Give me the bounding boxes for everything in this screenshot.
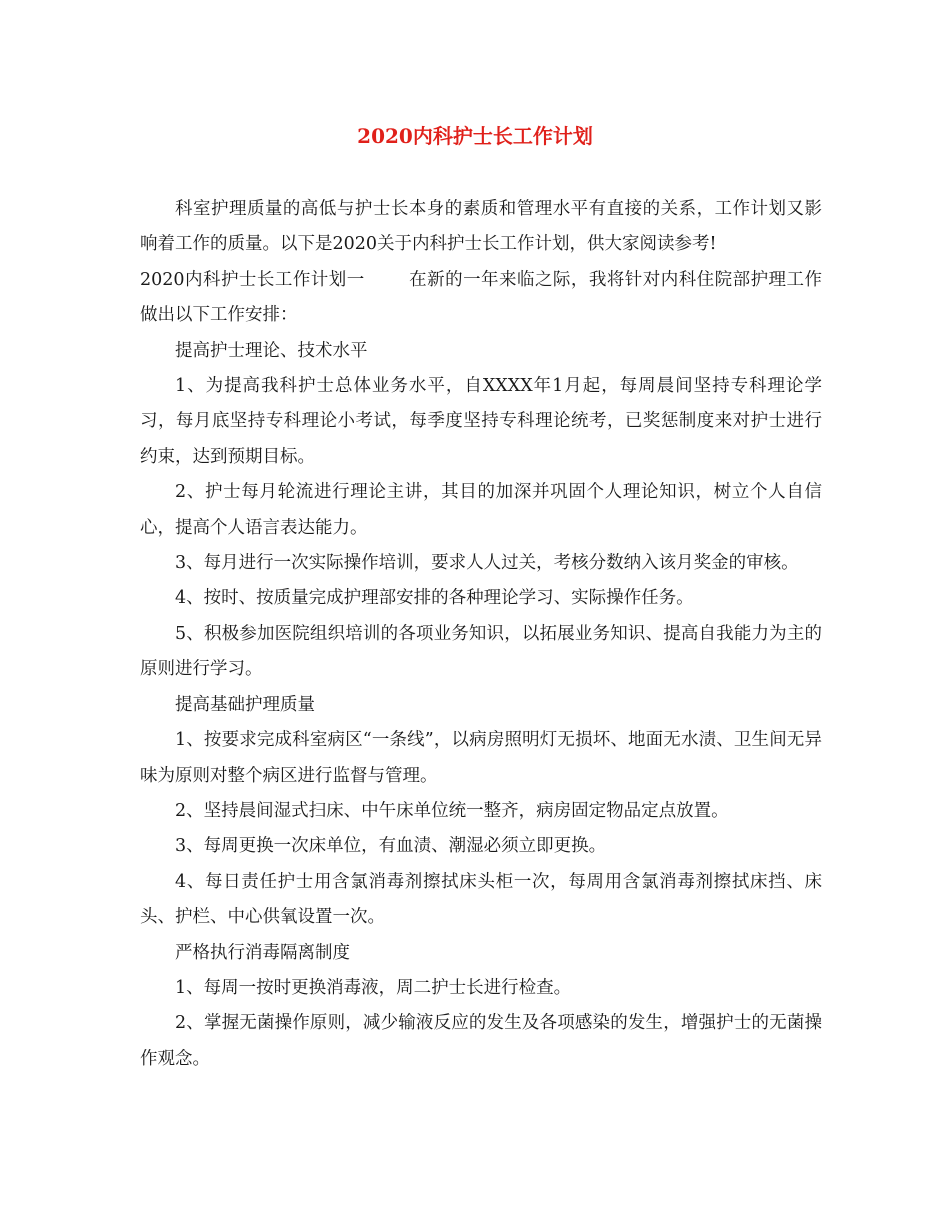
- list-item: 1、每周一按时更换消毒液，周二护士长进行检查。: [175, 977, 572, 998]
- list-item: 2、护士每月轮流进行理论主讲，其目的加深并巩固个人理论知识，树立个人自信心，提高个人语言表达能力。: [140, 482, 822, 538]
- plan-heading: 2020内科护士长工作计划一: [140, 269, 365, 290]
- intro-paragraph: 科室护理质量的高低与护士长本身的素质和管理水平有直接的关系，工作计划又影响着工作的质量。以下是2020关于内科护士长工作计划，供大家阅读参考!: [140, 199, 822, 255]
- plan-opening: 在新的一年来临之际，我将针对内科住院部护理工作做出以下工作安排：: [140, 269, 822, 326]
- section-heading: 提高基础护理质量: [175, 694, 315, 715]
- list-item: 5、积极参加医院组织培训的各项业务知识，以拓展业务知识、提高自我能力为主的原则进行学习。: [140, 623, 822, 680]
- section-heading: 提高护士理论、技术水平: [175, 340, 368, 361]
- section-heading: 严格执行消毒隔离制度: [175, 942, 350, 963]
- list-item: 1、为提高我科护士总体业务水平，自XXXX年1月起，每周晨间坚持专科理论学习，每月底坚持专科理论小考试，每季度坚持专科理论统考，已奖惩制度来对护士进行约束，达到预期目标。: [140, 376, 822, 467]
- list-item: 3、每周更换一次床单位，有血渍、潮湿必须立即更换。: [175, 836, 607, 857]
- list-item: 4、每日责任护士用含氯消毒剂擦拭床头柜一次，每周用含氯消毒剂擦拭床挡、床头、护栏、中心供氧设置一次。: [140, 871, 822, 928]
- list-item: 3、每月进行一次实际操作培训，要求人人过关，考核分数纳入该月奖金的审核。: [175, 553, 799, 574]
- plan-paragraph: [140, 263, 822, 334]
- document-body: [140, 192, 822, 1077]
- list-item: 4、按时、按质量完成护理部安排的各种理论学习、实际操作任务。: [175, 588, 694, 609]
- document-title: 2020内科护士长工作计划: [357, 124, 593, 148]
- list-item: 2、掌握无菌操作原则，减少输液反应的发生及各项感染的发生，增强护士的无菌操作观念。: [140, 1013, 822, 1069]
- list-item: 1、按要求完成科室病区“一条线”，以病房照明灯无损坏、地面无水渍、卫生间无异味为原则对整个病区进行监督与管理。: [140, 730, 822, 786]
- list-item: 2、坚持晨间湿式扫床、中午床单位统一整齐，病房固定物品定点放置。: [175, 800, 729, 821]
